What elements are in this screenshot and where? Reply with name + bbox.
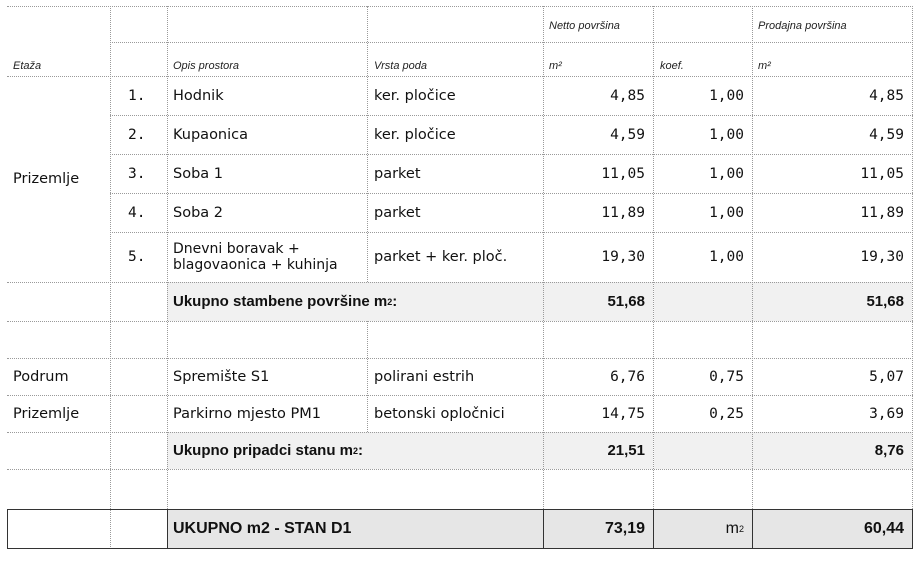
total-border: [912, 509, 913, 549]
grid-line: [7, 358, 913, 359]
header-etaza: Etaža: [13, 60, 42, 72]
row-vrsta: parket: [374, 165, 421, 182]
row-index: 5.: [128, 249, 146, 265]
row-netto: 11,89: [601, 204, 645, 221]
grid-line: [912, 6, 913, 549]
grid-line: [367, 6, 368, 282]
row-koef: 1,00: [709, 126, 744, 143]
row-opis: Dnevni boravak + blagovaonica + kuhinja: [173, 240, 338, 273]
grid-line: [7, 6, 913, 7]
app-total-prodajna: 8,76: [752, 432, 912, 469]
row-index: 4.: [128, 204, 146, 221]
app-prodajna: 5,07: [869, 368, 904, 385]
grand-total-unit: m 2: [654, 509, 752, 549]
app-opis: Spremište S1: [173, 368, 270, 385]
row-opis: Soba 2: [173, 204, 223, 221]
row-koef: 1,00: [709, 165, 744, 182]
row-netto: 4,59: [610, 126, 645, 143]
grid-line: [110, 193, 913, 194]
app-total-text: Ukupno pripadci stanu m: [173, 442, 354, 459]
app-koef: 0,75: [709, 368, 744, 385]
grid-line: [110, 6, 111, 549]
app-vrsta: polirani estrih: [374, 368, 475, 385]
header-opis: Opis prostora: [173, 60, 240, 72]
app-opis: Parkirno mjesto PM1: [173, 405, 322, 422]
grid-line: [653, 6, 654, 549]
grid-line: [110, 42, 913, 43]
app-total-netto: 21,51: [543, 432, 653, 469]
grand-total-label: UKUPNO m2 - STAN D1: [167, 509, 543, 549]
app-total-koef-empty: [654, 432, 752, 469]
app-floor: Prizemlje: [13, 405, 80, 422]
total-border: [7, 548, 913, 549]
area-table: [7, 6, 913, 549]
app-prodajna: 3,69: [869, 405, 904, 422]
row-prodajna: 11,89: [860, 204, 904, 221]
residential-floor: Prizemlje: [13, 171, 80, 187]
grid-line: [7, 469, 913, 470]
residential-total-text: Ukupno stambene površine m: [173, 293, 388, 310]
row-index: 1.: [128, 87, 146, 104]
grid-line: [110, 154, 913, 155]
row-vrsta: parket: [374, 204, 421, 221]
header-koef: koef.: [660, 60, 684, 72]
row-vrsta: ker. pločice: [374, 87, 456, 104]
row-netto: 19,30: [601, 249, 645, 265]
app-total-label: Ukupno pripadci stanu m 2 :: [167, 432, 543, 469]
app-total-suffix: :: [358, 442, 364, 459]
row-opis: Soba 1: [173, 165, 223, 182]
row-prodajna: 4,85: [869, 87, 904, 104]
residential-total-koef-empty: [654, 282, 752, 321]
app-floor: Podrum: [13, 368, 69, 385]
grand-total-unit-text: m: [725, 520, 739, 537]
total-border: [752, 509, 753, 549]
residential-total-suffix: :: [392, 293, 398, 310]
header-netto: Netto površina: [549, 20, 620, 32]
grid-line: [7, 432, 913, 433]
row-koef: 1,00: [709, 204, 744, 221]
grid-line: [110, 232, 913, 233]
app-vrsta: betonski opločnici: [374, 405, 505, 422]
grid-line: [752, 6, 753, 549]
row-koef: 1,00: [709, 249, 744, 265]
row-netto: 11,05: [601, 165, 645, 182]
app-koef: 0,25: [709, 405, 744, 422]
grid-line: [167, 6, 168, 549]
app-netto: 14,75: [601, 405, 645, 422]
header-m2-prodajna: m²: [758, 60, 771, 72]
residential-total-netto: 51,68: [543, 282, 653, 321]
residential-total-prodajna: 51,68: [752, 282, 912, 321]
header-prodajna: Prodajna površina: [758, 20, 847, 32]
total-border: [653, 509, 654, 549]
grid-line: [7, 282, 913, 283]
grand-total-prodajna: 60,44: [752, 509, 912, 549]
grid-line: [543, 6, 544, 549]
grid-line: [367, 321, 368, 432]
grand-total-netto: 73,19: [543, 509, 653, 549]
row-prodajna: 11,05: [860, 165, 904, 182]
total-border: [167, 509, 168, 549]
header-vrsta: Vrsta poda: [374, 60, 428, 72]
header-m2-netto: m²: [549, 60, 562, 72]
row-prodajna: 19,30: [860, 249, 904, 265]
row-vrsta: parket + ker. ploč.: [374, 249, 508, 265]
row-opis: Kupaonica: [173, 126, 249, 143]
total-border: [543, 509, 544, 549]
row-netto: 4,85: [610, 87, 645, 104]
grid-line: [7, 76, 913, 77]
total-border: [7, 509, 913, 510]
row-index: 2.: [128, 126, 146, 143]
row-koef: 1,00: [709, 87, 744, 104]
residential-total-label: Ukupno stambene površine m 2 :: [167, 282, 543, 321]
grid-line: [7, 395, 913, 396]
app-netto: 6,76: [610, 368, 645, 385]
row-vrsta: ker. pločice: [374, 126, 456, 143]
grid-line: [110, 115, 913, 116]
grid-line: [7, 321, 913, 322]
row-prodajna: 4,59: [869, 126, 904, 143]
total-border: [7, 509, 8, 549]
row-opis: Hodnik: [173, 87, 224, 104]
row-index: 3.: [128, 165, 146, 182]
